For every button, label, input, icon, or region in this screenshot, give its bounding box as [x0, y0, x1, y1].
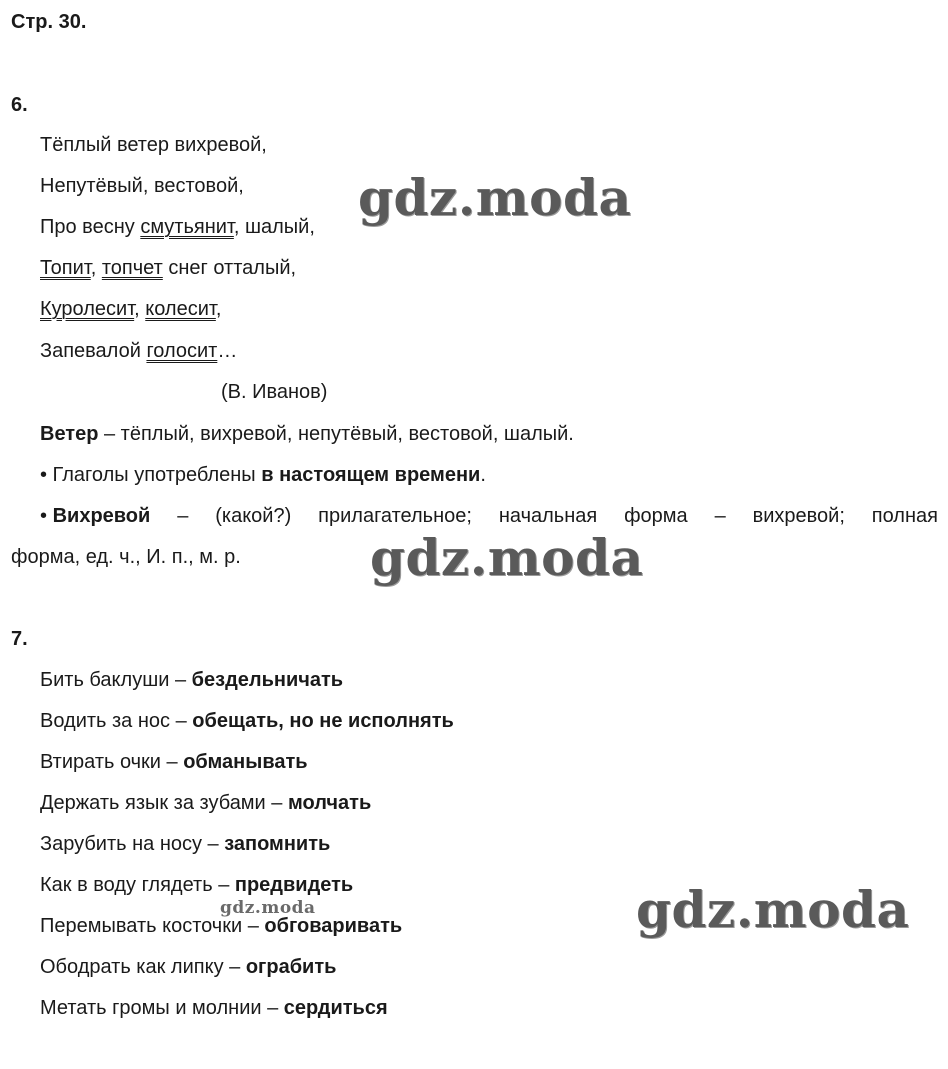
- poem-text: Про весну: [40, 216, 141, 238]
- poem-text: ,: [134, 298, 146, 320]
- idiom-meaning: ограбить: [245, 956, 337, 978]
- poem-line-6: [40, 339, 237, 363]
- idiom-phrase: Держать язык за зубами –: [40, 792, 288, 814]
- idiom-item: [40, 709, 454, 733]
- analysis-word-item: –: [714, 505, 726, 527]
- analysis-word-item: полная: [871, 505, 938, 527]
- idiom-phrase: Водить за нос –: [40, 710, 193, 732]
- analysis-line-1: [40, 504, 938, 528]
- analysis-word-item: вихревой;: [752, 505, 845, 527]
- poem-text: снег отталый,: [162, 257, 297, 279]
- poem-author: (В. Иванов): [221, 381, 328, 403]
- idiom-item: [40, 832, 330, 856]
- idiom-meaning: обещать, но не исполнять: [192, 710, 454, 732]
- idiom-meaning: обговаривать: [264, 915, 403, 937]
- analysis-line-2: форма, ед. ч., И. п., м. р.: [11, 546, 241, 568]
- poem-text: Запевалой: [40, 340, 147, 362]
- answer-tense-pre: • Глаголы употреблены: [40, 464, 262, 486]
- idiom-item: [40, 873, 353, 897]
- analysis-word-item: (какой?): [215, 505, 292, 527]
- poem-text: , шалый,: [233, 216, 315, 238]
- idiom-meaning: запомнить: [224, 833, 331, 855]
- poem-text: ,: [90, 257, 102, 279]
- answer-tense: [40, 463, 486, 487]
- idiom-phrase: Ободрать как липку –: [40, 956, 246, 978]
- idiom-phrase: Зарубить на носу –: [40, 833, 225, 855]
- underlined-verb: голосит: [146, 340, 218, 362]
- underlined-verb: колесит: [145, 298, 216, 320]
- poem-line-3: [40, 215, 315, 239]
- underlined-verb: смутьянит: [140, 216, 234, 238]
- answer-wind-text: – тёплый, вихревой, непутёвый, вестовой, шалый.: [98, 423, 574, 445]
- analysis-word-item: форма: [624, 505, 688, 527]
- task7-number: 7.: [11, 628, 28, 650]
- underlined-verb: Куролесит: [40, 298, 135, 320]
- watermark: gdz.moda: [358, 168, 632, 227]
- answer-wind-label: Ветер: [40, 423, 99, 445]
- bullet: •: [40, 505, 48, 527]
- idiom-phrase: Втирать очки –: [40, 751, 184, 773]
- answer-tense-bold: в настоящем времени: [261, 464, 481, 486]
- idiom-meaning: обманывать: [183, 751, 308, 773]
- idiom-item: [40, 750, 308, 774]
- task6-number: 6.: [11, 94, 28, 116]
- watermark: gdz.moda: [220, 898, 316, 918]
- poem-line-2: Непутёвый, вестовой,: [40, 175, 244, 197]
- idiom-meaning: бездельничать: [191, 669, 344, 691]
- idiom-item: [40, 791, 371, 815]
- idiom-phrase: Перемывать косточки –: [40, 915, 265, 937]
- page-header: Стр. 30.: [11, 11, 87, 33]
- poem-line-1: Тёплый ветер вихревой,: [40, 134, 267, 156]
- analysis-word-item: начальная: [498, 505, 598, 527]
- idiom-item: [40, 668, 343, 692]
- idiom-meaning: молчать: [287, 792, 372, 814]
- watermark: gdz.moda: [636, 880, 910, 939]
- poem-line-4: [40, 256, 296, 280]
- analysis-word-item: –: [177, 505, 189, 527]
- idiom-phrase: Как в воду глядеть –: [40, 874, 235, 896]
- idiom-phrase: Бить баклуши –: [40, 669, 192, 691]
- idiom-item: [40, 955, 336, 979]
- analysis-word: Вихревой: [52, 505, 151, 527]
- watermark: gdz.moda: [370, 528, 644, 587]
- underlined-verb: топчет: [101, 257, 163, 279]
- poem-text: ,: [215, 298, 222, 320]
- analysis-word-item: прилагательное;: [318, 505, 472, 527]
- idiom-meaning: предвидеть: [234, 874, 354, 896]
- answer-wind: [40, 422, 574, 446]
- idiom-item: [40, 996, 388, 1020]
- poem-text: …: [217, 340, 238, 362]
- underlined-verb: Топит: [40, 257, 91, 279]
- poem-line-5: [40, 297, 221, 321]
- analysis-head: [40, 504, 150, 528]
- answer-tense-post: .: [480, 464, 486, 486]
- idiom-phrase: Метать громы и молнии –: [40, 997, 284, 1019]
- idiom-meaning: сердиться: [283, 997, 388, 1019]
